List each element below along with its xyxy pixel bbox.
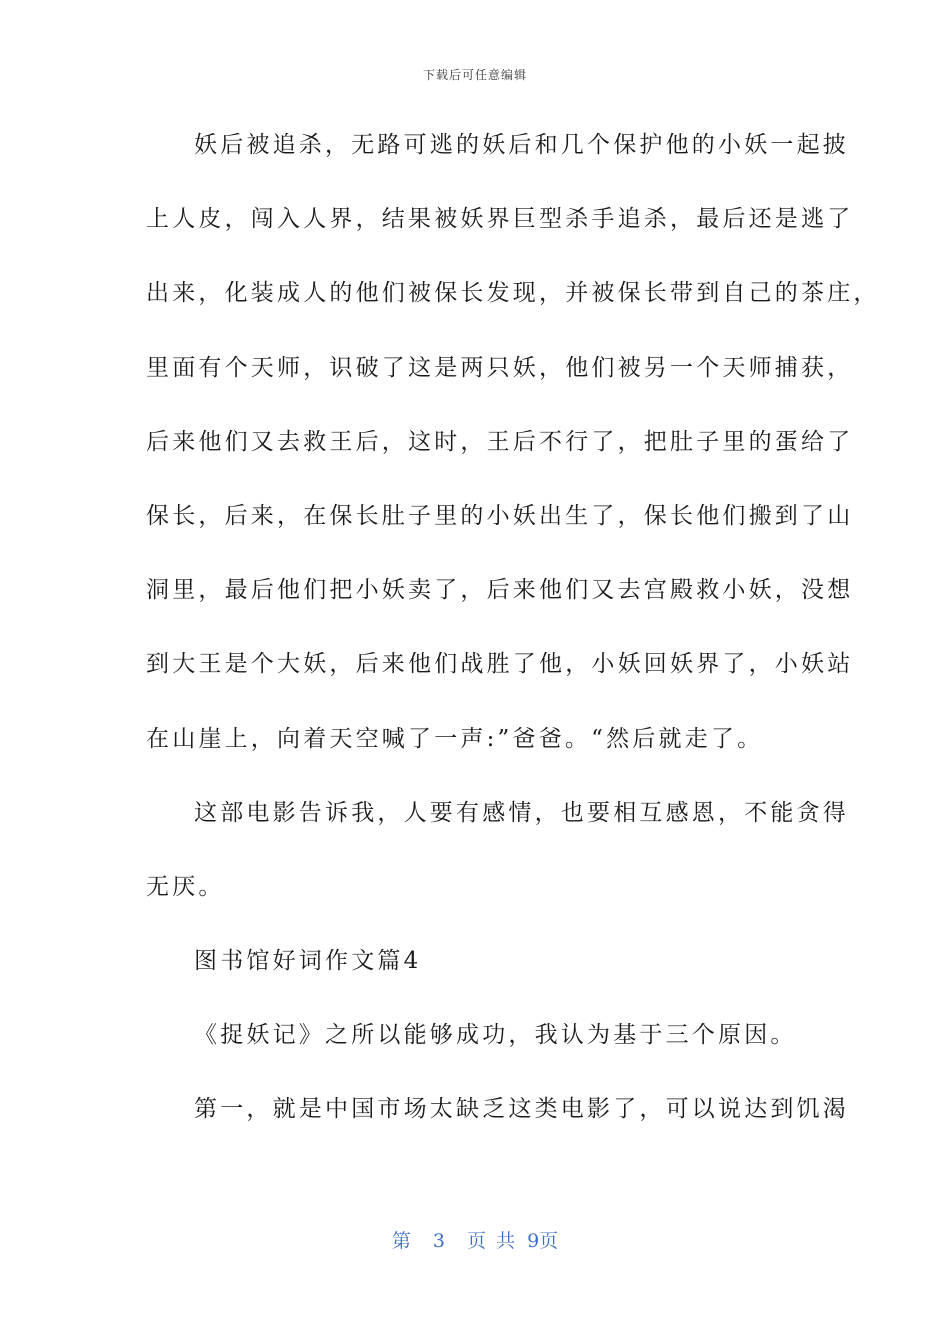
text-line: 洞里，最后他们把小妖卖了，后来他们又去宫殿救小妖，没想 <box>146 577 854 604</box>
text-line: 第一，就是中国市场太缺乏这类电影了，可以说达到饥渴 <box>194 1096 849 1123</box>
text-line: 到大王是个大妖，后来他们战胜了他，小妖回妖界了，小妖站 <box>146 651 854 678</box>
text-line: 里面有个天师，识破了这是两只妖，他们被另一个天师捕获， <box>146 354 854 381</box>
text-line: 无厌。 <box>146 873 225 900</box>
text-line: 这部电影告诉我，人要有感情，也要相互感恩，不能贪得 <box>194 799 849 826</box>
section-heading: 图书馆好词作文篇4 <box>194 948 422 975</box>
page-label-mid: 页 共 <box>467 1230 516 1252</box>
page-header: 下载后可任意编辑 <box>422 68 527 82</box>
text-line: 妖后被追杀，无路可逃的妖后和几个保护他的小妖一起披 <box>194 132 849 158</box>
page-footer <box>0 1226 950 1253</box>
current-page-number: 3 <box>432 1230 445 1252</box>
text-line: 上人皮，闯入人界，结果被妖界巨型杀手追杀，最后还是逃了 <box>146 206 854 233</box>
text-line: 出来，化装成人的他们被保长发现，并被保长带到自己的茶庄， <box>146 280 880 307</box>
text-line: 保长，后来，在保长肚子里的小妖出生了，保长他们搬到了山 <box>146 502 854 529</box>
total-pages: 9页 <box>527 1230 559 1252</box>
document-body <box>146 118 880 1157</box>
text-line: 《捉妖记》之所以能够成功，我认为基于三个原因。 <box>194 1022 797 1049</box>
page-label-prefix: 第 <box>391 1230 411 1252</box>
text-line: 在山崖上，向着天空喊了一声:”爸爸。“然后就走了。 <box>146 725 764 752</box>
text-line: 后来他们又去救王后，这时，王后不行了，把肚子里的蛋给了 <box>146 428 854 455</box>
